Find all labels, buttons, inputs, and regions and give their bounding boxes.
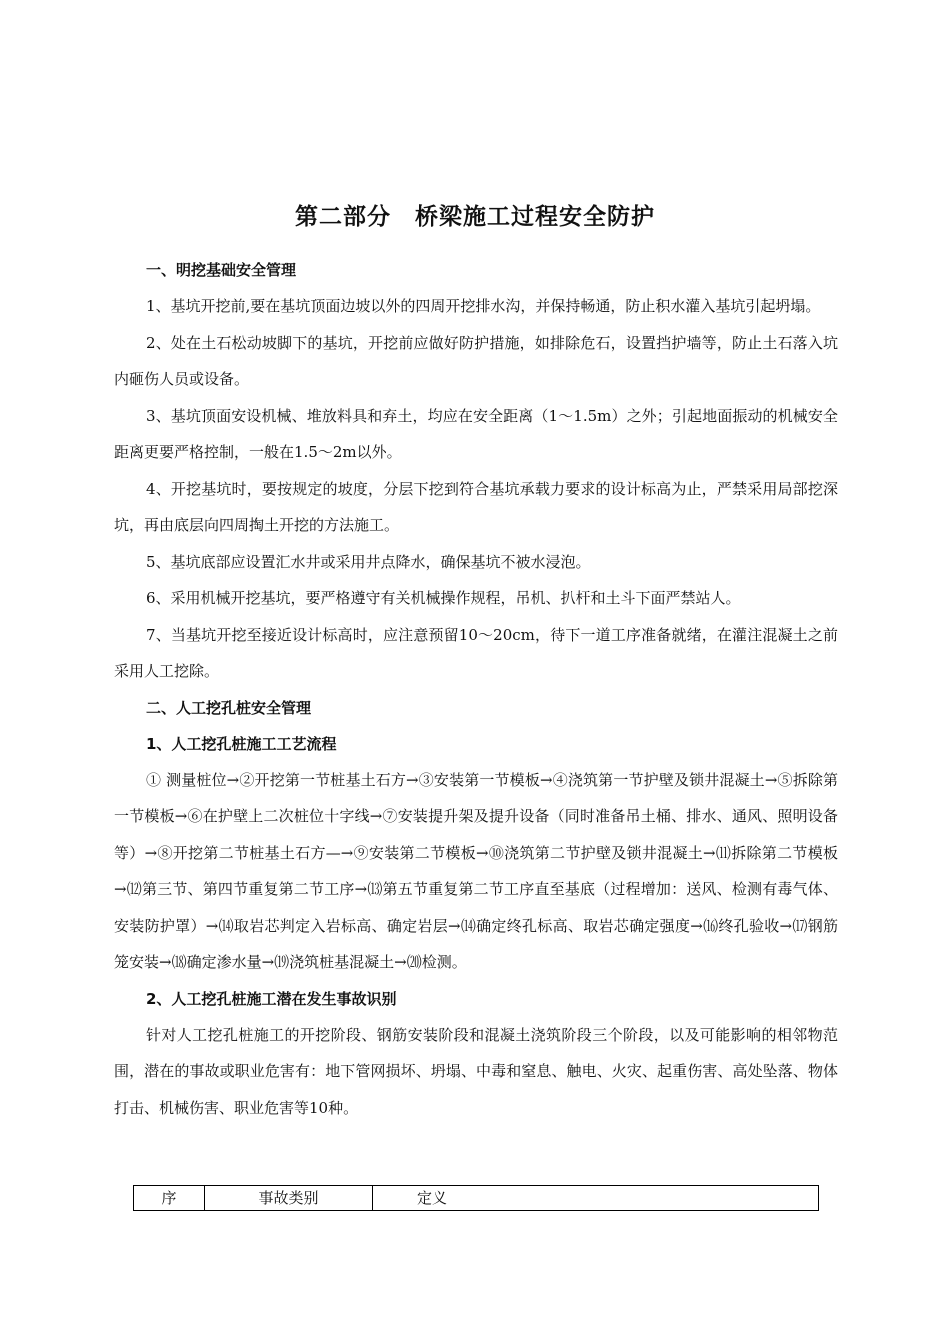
paragraph: 4、开挖基坑时，要按规定的坡度，分层下挖到符合基坑承载力要求的设计标高为止，严禁采用局部挖深坑，再由底层向四周掏土开挖的方法施工。 [114, 479, 838, 534]
paragraph: 针对人工挖孔桩施工的开挖阶段、钢筋安装阶段和混凝土浇筑阶段三个阶段，以及可能影响的相邻物范围，潜在的事故或职业危害有：地下管网损坏、坍塌、中毒和窒息、触电、火灾、起重伤害、高处坠落、物体打击、机械伤害、职业危害等10种。 [114, 1025, 838, 1117]
table-header-row [134, 1186, 819, 1211]
subsection-heading-1: 1、人工挖孔桩施工工艺流程 [146, 734, 337, 753]
paragraph: 7、当基坑开挖至接近设计标高时，应注意预留10～20cm，待下一道工序准备就绪，在灌注混凝土之前采用人工挖除。 [114, 625, 838, 680]
table-header-cell: 序 [134, 1186, 205, 1211]
paragraph: 6、采用机械开挖基坑，要严格遵守有关机械操作规程，吊机、扒杆和土斗下面严禁站人。 [146, 589, 741, 607]
paragraph: 5、基坑底部应设置汇水井或采用井点降水，确保基坑不被水浸泡。 [146, 552, 591, 571]
paragraph: 2、处在土石松动坡脚下的基坑，开挖前应做好防护措施，如排除危石，设置挡护墙等，防止土石落入坑内砸伤人员或设备。 [114, 333, 838, 388]
accident-table [133, 1185, 819, 1211]
section-heading-2: 二、人工挖孔桩安全管理 [146, 698, 312, 717]
table-header-cell: 事故类别 [205, 1186, 373, 1211]
table-header-cell: 定义 [373, 1186, 819, 1211]
section-heading-1: 一、明挖基础安全管理 [146, 261, 297, 279]
subsection-heading-2: 2、人工挖孔桩施工潜在发生事故识别 [146, 989, 397, 1008]
page-title: 第二部分 桥梁施工过程安全防护 [295, 204, 655, 230]
paragraph: 1、基坑开挖前,要在基坑顶面边坡以外的四周开挖排水沟，并保持畅通，防止积水灌入基坑引起坍塌。 [146, 297, 821, 315]
paragraph: 3、基坑顶面安设机械、堆放料具和弃土，均应在安全距离（1～1.5m）之外；引起地面振动的机械安全距离更要严格控制，一般在1.5～2m以外。 [114, 406, 838, 461]
process-flow-paragraph: ① 测量桩位→②开挖第一节桩基土石方→③安装第一节模板→④浇筑第一节护壁及锁井混凝土→⑤拆除第一节模板→⑥在护壁上二次桩位十字线→⑦安装提升架及提升设备（同时准备吊土桶、排水、通风、照明设备等）→⑧开挖第二节桩基土石方—→⑨安装第二节模板→⑩浇筑第二节护壁及锁井混凝土→⑾拆除第二节模板→⑿第三节、第四节重复第二节工序→⒀第五节重复第二节工序直至基底（过程增加：送风、检测有毒气体、安装防护罩）→⒁取岩芯判定入岩标高、确定岩层→⒁确定终孔标高、取岩芯确定强度→⒃终孔验收→⒄钢筋笼安装→⒅确定渗水量→⒆浇筑桩基混凝土→⒇检测。 [114, 770, 838, 971]
document-body [114, 252, 838, 1126]
